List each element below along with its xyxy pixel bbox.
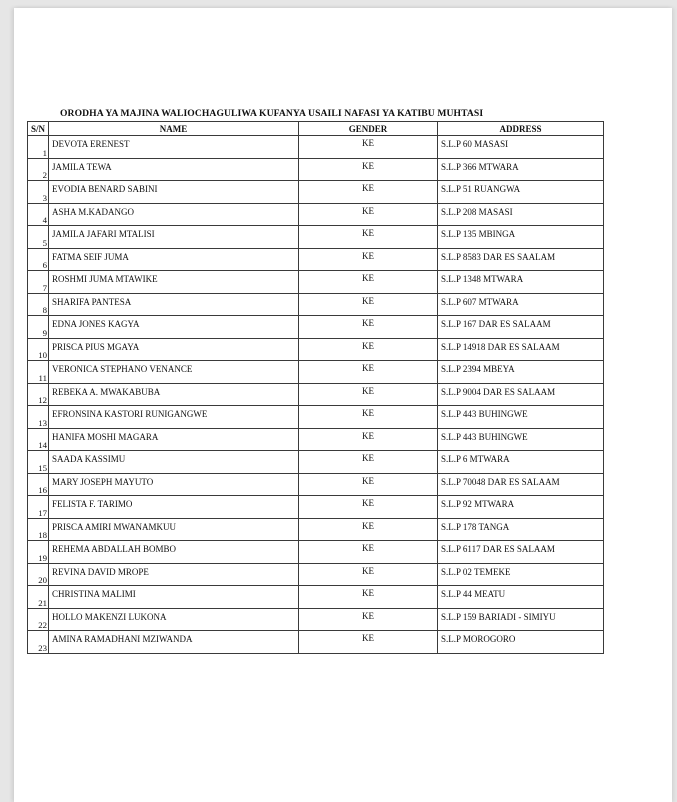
row-address: S.L.P 44 MEATU bbox=[438, 586, 604, 609]
row-name: REHEMA ABDALLAH BOMBO bbox=[49, 541, 299, 564]
row-address: S.L.P 167 DAR ES SALAAM bbox=[438, 316, 604, 339]
table-row bbox=[28, 428, 604, 451]
table-row bbox=[28, 631, 604, 654]
row-gender: KE bbox=[299, 541, 438, 564]
row-address: S.L.P 9004 DAR ES SALAAM bbox=[438, 383, 604, 406]
row-name: FATMA SEIF JUMA bbox=[49, 248, 299, 271]
table-row bbox=[28, 541, 604, 564]
row-gender: KE bbox=[299, 203, 438, 226]
row-name: EVODIA BENARD SABINI bbox=[49, 181, 299, 204]
row-serial-number: 5 bbox=[28, 226, 49, 249]
candidates-table bbox=[27, 121, 604, 654]
row-serial-number: 12 bbox=[28, 383, 49, 406]
row-name: HOLLO MAKENZI LUKONA bbox=[49, 608, 299, 631]
row-gender: KE bbox=[299, 338, 438, 361]
table-row bbox=[28, 406, 604, 429]
row-serial-number: 4 bbox=[28, 203, 49, 226]
table-row bbox=[28, 608, 604, 631]
row-serial-number: 6 bbox=[28, 248, 49, 271]
table-row bbox=[28, 451, 604, 474]
table-header-row bbox=[28, 122, 604, 136]
row-gender: KE bbox=[299, 631, 438, 654]
row-name: DEVOTA ERENEST bbox=[49, 136, 299, 159]
row-address: S.L.P 443 BUHINGWE bbox=[438, 406, 604, 429]
row-address: S.L.P 443 BUHINGWE bbox=[438, 428, 604, 451]
row-name: AMINA RAMADHANI MZIWANDA bbox=[49, 631, 299, 654]
row-serial-number: 10 bbox=[28, 338, 49, 361]
row-serial-number: 23 bbox=[28, 631, 49, 654]
table-row bbox=[28, 136, 604, 159]
row-serial-number: 1 bbox=[28, 136, 49, 159]
row-address: S.L.P 208 MASASI bbox=[438, 203, 604, 226]
document-title: ORODHA YA MAJINA WALIOCHAGULIWA KUFANYA USAILI NAFASI YA KATIBU MUHTASI bbox=[60, 108, 484, 119]
row-name: JAMILA TEWA bbox=[49, 158, 299, 181]
row-address: S.L.P 1348 MTWARA bbox=[438, 271, 604, 294]
row-name: JAMILA JAFARI MTALISI bbox=[49, 226, 299, 249]
row-address: S.L.P 51 RUANGWA bbox=[438, 181, 604, 204]
row-gender: KE bbox=[299, 563, 438, 586]
row-gender: KE bbox=[299, 136, 438, 159]
row-gender: KE bbox=[299, 316, 438, 339]
row-gender: KE bbox=[299, 293, 438, 316]
row-serial-number: 17 bbox=[28, 496, 49, 519]
row-address: S.L.P 02 TEMEKE bbox=[438, 563, 604, 586]
table-row bbox=[28, 586, 604, 609]
row-address: S.L.P 14918 DAR ES SALAAM bbox=[438, 338, 604, 361]
row-gender: KE bbox=[299, 271, 438, 294]
row-address: S.L.P 60 MASASI bbox=[438, 136, 604, 159]
row-address: S.L.P 178 TANGA bbox=[438, 518, 604, 541]
row-name: REBEKA A. MWAKABUBA bbox=[49, 383, 299, 406]
row-address: S.L.P 8583 DAR ES SAALAM bbox=[438, 248, 604, 271]
row-gender: KE bbox=[299, 451, 438, 474]
row-name: ROSHMI JUMA MTAWIKE bbox=[49, 271, 299, 294]
row-serial-number: 18 bbox=[28, 518, 49, 541]
row-gender: KE bbox=[299, 383, 438, 406]
table-row bbox=[28, 181, 604, 204]
row-name: PRISCA PIUS MGAYA bbox=[49, 338, 299, 361]
row-address: S.L.P 6117 DAR ES SALAAM bbox=[438, 541, 604, 564]
row-name: MARY JOSEPH MAYUTO bbox=[49, 473, 299, 496]
table-row bbox=[28, 226, 604, 249]
table-row bbox=[28, 383, 604, 406]
table-row bbox=[28, 158, 604, 181]
row-serial-number: 3 bbox=[28, 181, 49, 204]
header-name: NAME bbox=[49, 122, 299, 136]
row-name: PRISCA AMIRI MWANAMKUU bbox=[49, 518, 299, 541]
table-row bbox=[28, 293, 604, 316]
row-serial-number: 21 bbox=[28, 586, 49, 609]
row-address: S.L.P 2394 MBEYA bbox=[438, 361, 604, 384]
table-row bbox=[28, 361, 604, 384]
row-address: S.L.P MOROGORO bbox=[438, 631, 604, 654]
row-name: VERONICA STEPHANO VENANCE bbox=[49, 361, 299, 384]
row-serial-number: 15 bbox=[28, 451, 49, 474]
row-gender: KE bbox=[299, 496, 438, 519]
row-address: S.L.P 6 MTWARA bbox=[438, 451, 604, 474]
table-row bbox=[28, 496, 604, 519]
row-serial-number: 20 bbox=[28, 563, 49, 586]
row-name: FELISTA F. TARIMO bbox=[49, 496, 299, 519]
row-serial-number: 2 bbox=[28, 158, 49, 181]
row-name: SHARIFA PANTESA bbox=[49, 293, 299, 316]
row-name: REVINA DAVID MROPE bbox=[49, 563, 299, 586]
row-serial-number: 7 bbox=[28, 271, 49, 294]
row-gender: KE bbox=[299, 361, 438, 384]
row-address: S.L.P 607 MTWARA bbox=[438, 293, 604, 316]
row-name: EDNA JONES KAGYA bbox=[49, 316, 299, 339]
header-address: ADDRESS bbox=[438, 122, 604, 136]
row-gender: KE bbox=[299, 428, 438, 451]
table-row bbox=[28, 338, 604, 361]
row-gender: KE bbox=[299, 226, 438, 249]
table-row bbox=[28, 518, 604, 541]
row-serial-number: 22 bbox=[28, 608, 49, 631]
row-serial-number: 19 bbox=[28, 541, 49, 564]
row-serial-number: 13 bbox=[28, 406, 49, 429]
row-gender: KE bbox=[299, 473, 438, 496]
row-address: S.L.P 92 MTWARA bbox=[438, 496, 604, 519]
table-row bbox=[28, 316, 604, 339]
header-gender: GENDER bbox=[299, 122, 438, 136]
row-gender: KE bbox=[299, 158, 438, 181]
row-serial-number: 8 bbox=[28, 293, 49, 316]
row-name: ASHA M.KADANGO bbox=[49, 203, 299, 226]
table-row bbox=[28, 248, 604, 271]
row-serial-number: 16 bbox=[28, 473, 49, 496]
row-gender: KE bbox=[299, 518, 438, 541]
row-serial-number: 11 bbox=[28, 361, 49, 384]
row-address: S.L.P 159 BARIADI - SIMIYU bbox=[438, 608, 604, 631]
row-name: EFRONSINA KASTORI RUNIGANGWE bbox=[49, 406, 299, 429]
row-name: SAADA KASSIMU bbox=[49, 451, 299, 474]
row-gender: KE bbox=[299, 406, 438, 429]
row-address: S.L.P 366 MTWARA bbox=[438, 158, 604, 181]
row-gender: KE bbox=[299, 181, 438, 204]
row-gender: KE bbox=[299, 608, 438, 631]
table-row bbox=[28, 563, 604, 586]
row-serial-number: 9 bbox=[28, 316, 49, 339]
row-name: HANIFA MOSHI MAGARA bbox=[49, 428, 299, 451]
table-header bbox=[28, 122, 604, 136]
row-serial-number: 14 bbox=[28, 428, 49, 451]
row-address: S.L.P 70048 DAR ES SALAAM bbox=[438, 473, 604, 496]
table-row bbox=[28, 203, 604, 226]
table-body bbox=[28, 136, 604, 654]
row-gender: KE bbox=[299, 248, 438, 271]
header-sn: S/N bbox=[28, 122, 49, 136]
row-name: CHRISTINA MALIMI bbox=[49, 586, 299, 609]
row-address: S.L.P 135 MBINGA bbox=[438, 226, 604, 249]
table-row bbox=[28, 271, 604, 294]
table-row bbox=[28, 473, 604, 496]
row-gender: KE bbox=[299, 586, 438, 609]
